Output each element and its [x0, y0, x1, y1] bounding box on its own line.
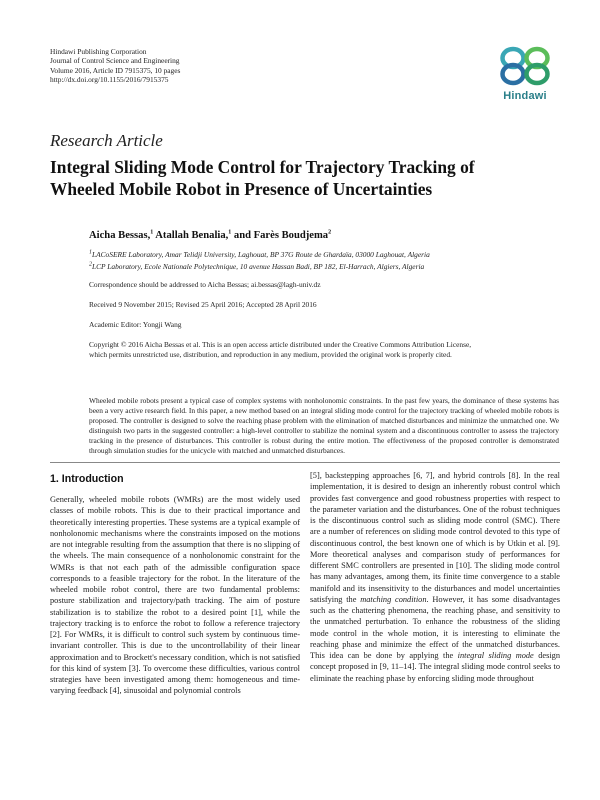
section-divider [50, 462, 560, 463]
text-run: [5], backstepping approaches [6, 7], and hybrid controls [8]. In the real implementation, it is desired to design an inherently robust control which provides fast convergence and good robustness properties with respect to the parameter variation and the disturbances. One of the robust techniques is the discontinuous control such as sliding mode control (SMC). There are a number of references on sliding mode control devoted to this type of discontinuous control, the best known one of which is by Utkin et al. [9]. More theoretical analyses and comparison study of performances for different SMC controllers are presented in [10]. The sliding mode control has many advantages, among them, its finite time convergence to a stable manifold and its insensitivity to the disturbances and model uncertainties satisfying the [310, 471, 560, 604]
affiliation-1 [89, 250, 559, 260]
text-run: design concept proposed in [9, 11–14]. The integral sliding mode control seeks to eliminate the reaching phase by enforcing sliding mode throughout [310, 651, 560, 683]
intro-paragraph-left: Generally, wheeled mobile robots (WMRs) are the most widely used classes of mobile robots. This is due to their practical importance and theoretically interesting properties. These systems are a typical example of nonholonomic mechanisms where the constraints imposed on the motions are not integrable resulting from the assumption that there is no slipping of the wheels. The main consequence of a nonholonomic constraint for the WMRs is that not each path of the admissible configuration space corresponds to a feasible trajectory for the robot. In the literature of the wheeled mobile robot control, there are two fundamental problems: posture stabilization and trajectory/path tracking. The aim of posture stabilization is to stabilize the robot to a desired point [1], while the trajectory tracking is to enforce the robot to follow a reference trajectory [2]. For WMRs, it is difficult to control such system by continuous time-invariant controller. This is due to the uncontrollability of their linear approximation and to Brockett's necessary condition, which is not satisfied for this kind of system [3]. To overcome these difficulties, various control strategies have been investigated among them: homogeneous and time-varying feedback [4], sinusoidal and polynomial controls [50, 495, 300, 696]
copyright-line-1: Copyright © 2016 Aicha Bessas et al. This is an open access article distributed under the Creative Commons Attribution License, [89, 340, 472, 349]
author-affil-sup: 1 [228, 229, 232, 236]
publisher-line: Hindawi Publishing Corporation [50, 47, 147, 56]
journal-line: Journal of Control Science and Engineering [50, 56, 180, 66]
author-list [89, 230, 331, 241]
affil-sup: 2 [89, 261, 92, 268]
author-name: Aicha Bessas, [89, 230, 151, 241]
italic-term: matching condition [360, 594, 427, 604]
italic-term: integral sliding mode [457, 651, 534, 660]
affiliation-2 [89, 262, 559, 272]
logo-wordmark: Hindawi [503, 90, 547, 102]
abstract: Wheeled mobile robots present a typical case of complex systems with nonholonomic constraints. In the past few years, the dominance of these systems has been a very active research field. In this paper, a new method based on an integral sliding mode control for the trajectory tracking of wheeled mobile robots is proposed. The controller is designed to solve the reaching phase problem with the elimination of matched disturbances and minimize the unmatched one. We distinguish two parts in the suggested controller: a high-level controller to stabilize the nominal system and a discontinuous controller to assess the trajectory tracking in the presence of disturbances. This controller is robust during the entire motion. The effectiveness of the proposed controller is demonstrated through simulation studies for the unicycle with matched and unmatched disturbances. [89, 396, 559, 456]
author-affil-sup: 2 [328, 229, 332, 236]
left-column [50, 494, 300, 697]
volume-line: Volume 2016, Article ID 7915375, 10 pages [50, 65, 181, 75]
text-run: . However, it has some disadvantages such as the chattering phenomena, the reaching phase, and sensitivity to the unmatched perturbation. To enhance the robustness of the sliding mode control in the whole motion, it is interesting to eliminate the reaching phase and minimize the effect of the unmatched disturbances. This idea can be done by applying the [310, 594, 560, 660]
intro-paragraph-right [310, 470, 560, 684]
affil-text: LACoSERE Laboratory, Amar Telidji University, Laghouat, BP 37G Route de Ghardaïa, 03000 Laghouat, Algeria [92, 250, 430, 259]
hindawi-logo [498, 44, 552, 106]
author-name: Atallah Benalia, [153, 230, 229, 241]
article-type: Research Article [50, 131, 163, 150]
journal-header [50, 47, 180, 85]
section-heading: 1. Introduction [50, 473, 124, 485]
author-affil-sup: 1 [150, 229, 154, 236]
copyright-line-2: which permits unrestricted use, distribution, and reproduction in any medium, provided the original work is properly cited. [89, 350, 452, 359]
affil-text: LCP Laboratory, Ecole Nationale Polytechnique, 10 avenue Hassan Badi, BP 182, El-Harrach, Algiers, Algeria [92, 262, 425, 271]
doi-link[interactable]: http://dx.doi.org/10.1155/2016/7915375 [50, 75, 169, 85]
received-dates: Received 9 November 2015; Revised 25 April 2016; Accepted 28 April 2016 [89, 300, 317, 309]
correspondence: Correspondence should be addressed to Aicha Bessas; ai.bessas@lagh-univ.dz [89, 280, 321, 289]
right-column [310, 470, 560, 684]
paper-title: Integral Sliding Mode Control for Trajectory Tracking of Wheeled Mobile Robot in Presence of Uncertainties [50, 157, 475, 199]
affil-sup: 1 [89, 249, 92, 256]
hindawi-rings-icon [498, 44, 552, 88]
academic-editor: Academic Editor: Yongji Wang [89, 320, 182, 329]
author-name: and Farès Boudjema [231, 230, 329, 241]
